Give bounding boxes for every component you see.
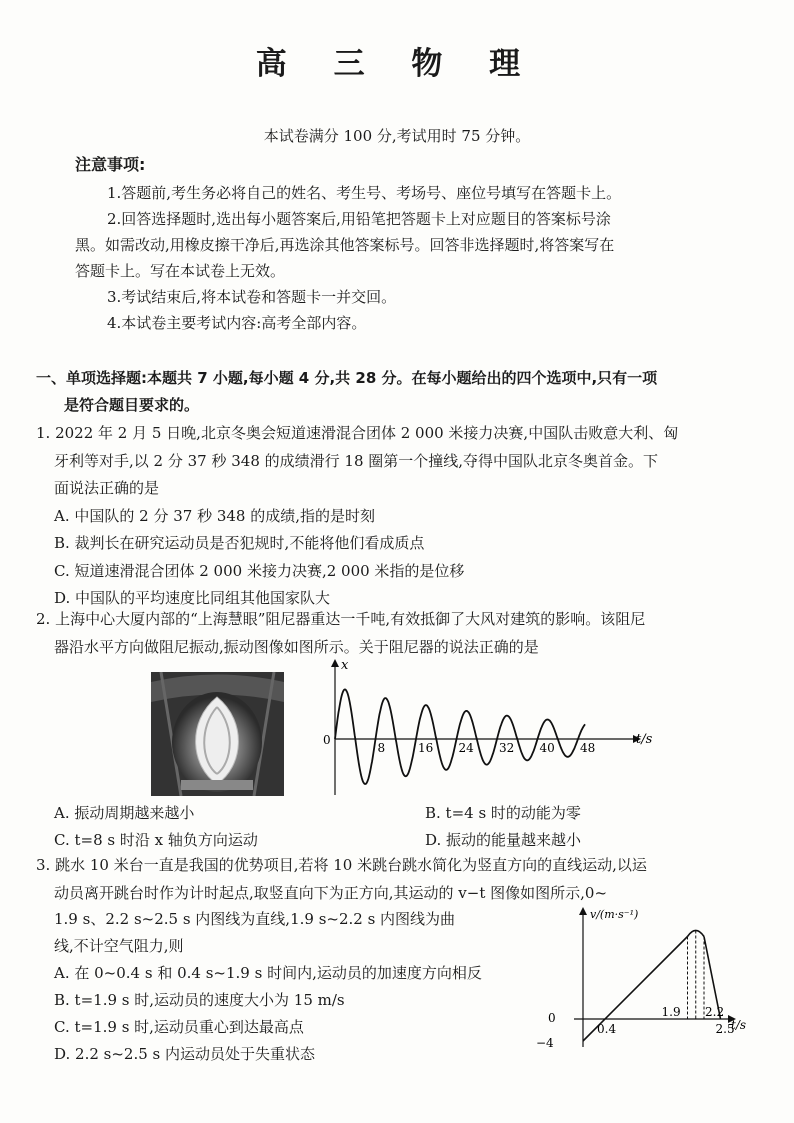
damper-photo <box>151 672 284 796</box>
y-axis-label: x <box>341 658 349 673</box>
question-1-stem: 1. 2022 年 2 月 5 日晚,北京冬奥会短道速滑混合团体 2 000 米接力决赛,中国队击败意大利、匈 <box>36 424 679 442</box>
y-axis-arrow <box>579 907 587 915</box>
notice-item: 4.本试卷主要考试内容:高考全部内容。 <box>107 314 367 332</box>
notice-item: 1.答题前,考生务必将自己的姓名、考生号、考场号、座位号填写在答题卡上。 <box>107 184 622 202</box>
x-tick-label: 8 <box>377 741 386 755</box>
question-3-stem: 线,不计空气阻力,则 <box>54 937 184 955</box>
question-3 <box>36 852 758 907</box>
x-tick-label: 1.9 <box>661 1005 681 1019</box>
option-d: D. 中国队的平均速度比同组其他国家队大 <box>54 589 331 607</box>
q3-option-a: A. 在 0~0.4 s 和 0.4 s~1.9 s 时间内,运动员的加速度方向相反 <box>54 964 482 982</box>
option-a: A. 中国队的 2 分 37 秒 348 的成绩,指的是时刻 <box>54 506 376 525</box>
velocity-time-graph <box>528 905 758 1053</box>
q3-option-b: B. t=1.9 s 时,运动员的速度大小为 15 m/s <box>54 991 345 1009</box>
x-tick-label: 32 <box>499 741 515 755</box>
damped-oscillation-graph <box>315 655 660 800</box>
question-2-stem: 2. 上海中心大厦内部的“上海慧眼”阻尼器重达一千吨,有效抵御了大风对建筑的影响。该阻尼 <box>36 610 646 628</box>
question-2 <box>36 606 758 661</box>
option-c: C. 短道速滑混合团体 2 000 米接力决赛,2 000 米指的是位移 <box>54 561 465 580</box>
q2-option-a: A. 振动周期越来越小 <box>54 804 195 822</box>
exam-title: 高 三 物 理 <box>255 46 539 82</box>
question-1-stem: 面说法正确的是 <box>54 479 160 497</box>
exam-subtitle: 本试卷满分 100 分,考试用时 75 分钟。 <box>263 127 531 145</box>
q2-option-d: D. 振动的能量越来越小 <box>425 831 582 849</box>
x-tick-label: 24 <box>458 741 474 755</box>
section-line: 是符合题目要求的。 <box>64 396 200 414</box>
section-heading <box>36 365 756 419</box>
y-neg-label: −4 <box>536 1036 554 1050</box>
question-1 <box>36 420 758 613</box>
y-axis-label: v/(m·s⁻¹) <box>590 908 639 921</box>
x-tick-label: 48 <box>580 741 596 755</box>
question-3-stem: 3. 跳水 10 米台一直是我国的优势项目,若将 10 米跳台跳水简化为竖直方向的直线运动,以运 <box>36 856 647 874</box>
x-axis-label: t/s <box>636 732 653 747</box>
x-tick-label: 2.2 <box>705 1005 725 1019</box>
q2-option-c: C. t=8 s 时沿 x 轴负方向运动 <box>54 831 258 849</box>
notice-item: 黑。如需改动,用橡皮擦干净后,再选涂其他答案标号。回答非选择题时,将答案写在 <box>75 236 615 254</box>
question-3-stem: 动员离开跳台时作为计时起点,取竖直向下为正方向,其运动的 v−t 图像如图所示,0~ <box>54 883 608 902</box>
x-tick-label: 0.4 <box>597 1022 617 1036</box>
question-2-stem: 器沿水平方向做阻尼振动,振动图像如图所示。关于阻尼器的说法正确的是 <box>54 637 539 656</box>
q3-option-c: C. t=1.9 s 时,运动员重心到达最高点 <box>54 1018 304 1036</box>
origin-label: 0 <box>548 1011 556 1025</box>
x-axis-label: t/s <box>731 1018 747 1032</box>
x-tick-label: 40 <box>539 741 555 755</box>
notice-list <box>75 180 715 336</box>
notice-heading: 注意事项: <box>75 155 146 174</box>
origin-label: 0 <box>323 733 331 747</box>
question-1-stem: 牙利等对手,以 2 分 37 秒 348 的成绩滑行 18 圈第一个撞线,夺得中国队北京冬奥首金。下 <box>54 451 659 470</box>
notice-item: 答题卡上。写在本试卷上无效。 <box>75 262 286 280</box>
x-tick-label: 16 <box>418 741 434 755</box>
section-line: 一、单项选择题:本题共 7 小题,每小题 4 分,共 28 分。在每小题给出的四个选项中,只有一项 <box>36 369 658 387</box>
x-tick-label: 2.5 <box>715 1022 735 1036</box>
q3-option-d: D. 2.2 s~2.5 s 内运动员处于失重状态 <box>54 1045 316 1063</box>
question-3-left-column <box>36 906 556 1068</box>
question-3-stem: 1.9 s、2.2 s~2.5 s 内图线为直线,1.9 s~2.2 s 内图线为曲 <box>54 910 456 928</box>
notice-item: 3.考试结束后,将本试卷和答题卡一并交回。 <box>107 288 397 306</box>
notice-item: 2.回答选择题时,选出每小题答案后,用铅笔把答题卡上对应题目的答案标号涂 <box>107 210 611 228</box>
damped-curve <box>335 689 585 784</box>
q2-option-b: B. t=4 s 时的动能为零 <box>425 804 581 822</box>
option-b: B. 裁判长在研究运动员是否犯规时,不能将他们看成质点 <box>54 534 425 552</box>
y-axis-arrow <box>331 659 339 667</box>
